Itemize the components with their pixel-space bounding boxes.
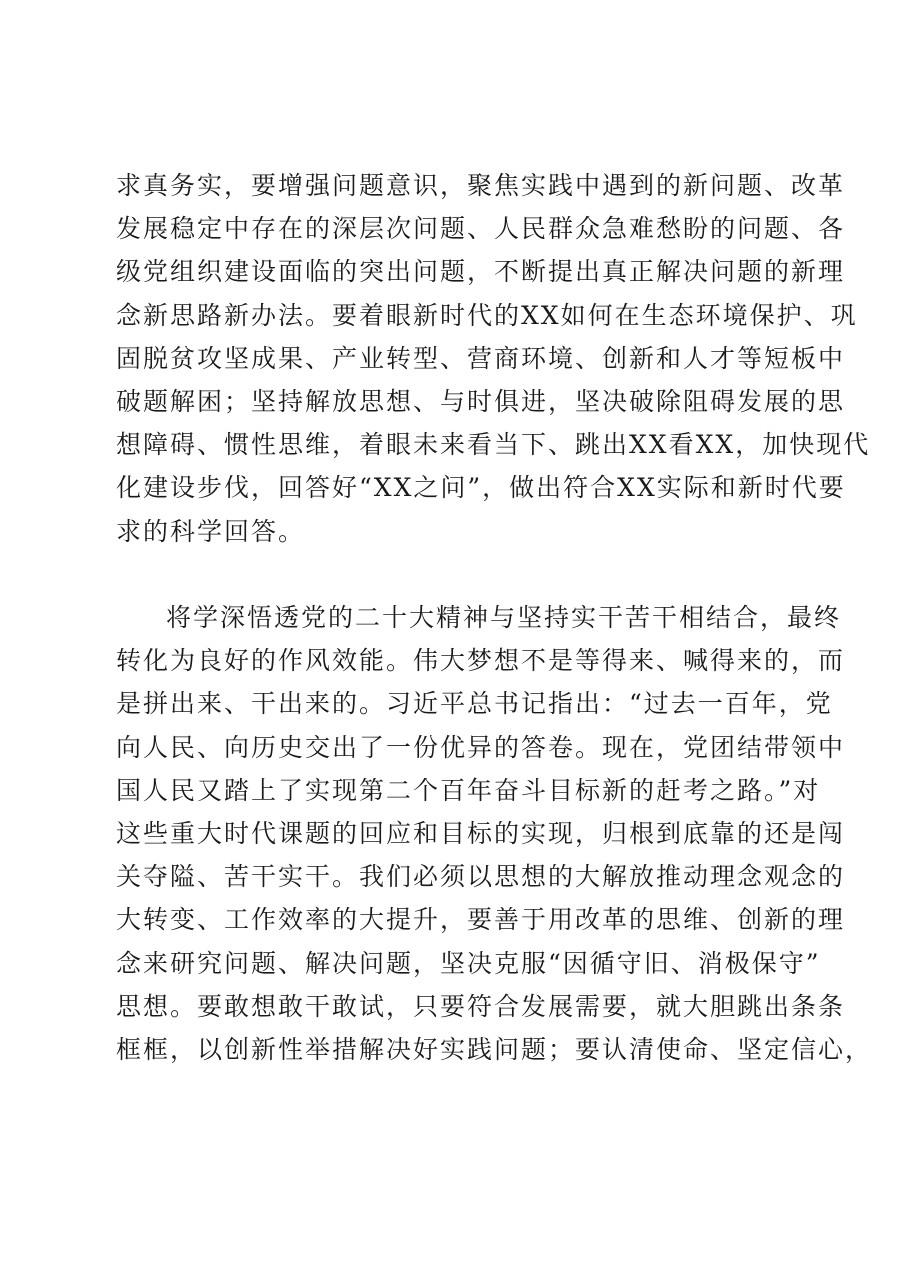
paragraph-line: 向人民、向历史交出了一份优异的答卷。现在，党团结带领中 — [116, 732, 846, 762]
paragraph-line: 化建设步伐，回答好“XX之问”，做出符合XX实际和新时代要 — [116, 473, 846, 503]
paragraph-line: 破题解困；坚持解放思想、与时俱进，坚决破除阻碍发展的思 — [116, 386, 846, 416]
paragraph-line: 级党组织建设面临的突出问题，不断提出真正解决问题的新理 — [116, 257, 846, 287]
paragraph-line: 想障碍、惯性思维，着眼未来看当下、跳出XX看XX，加快现代 — [116, 430, 871, 460]
paragraph-first-line: 将学深悟透党的二十大精神与坚持实干苦干相结合，最终 — [166, 603, 842, 632]
paragraph-line: 发展稳定中存在的深层次问题、人民群众急难愁盼的问题、各 — [116, 214, 846, 244]
paragraph-line: 是拼出来、干出来的。习近平总书记指出：“过去一百年，党 — [116, 689, 833, 719]
paragraph-line: 国人民又踏上了实现第二个百年奋斗目标新的赶考之路。”对 — [116, 775, 821, 805]
paragraph-line: 固脱贫攻坚成果、产业转型、营商环境、创新和人才等短板中 — [116, 343, 846, 373]
paragraph-line: 大转变、工作效率的大提升，要善于用改革的思维、创新的理 — [116, 905, 846, 935]
paragraph-2 — [116, 599, 873, 1074]
paragraph-line: 框框，以创新性举措解决好实践问题；要认清使命、坚定信心， — [116, 1034, 873, 1064]
paragraph-line: 念来研究问题、解决问题，坚决克服“因循守旧、消极保守” — [116, 948, 821, 978]
paragraph-1 — [116, 167, 871, 556]
paragraph-line: 关夺隘、苦干实干。我们必须以思想的大解放推动理念观念的 — [116, 862, 846, 892]
paragraph-line: 这些重大时代课题的回应和目标的实现，归根到底靠的还是闯 — [116, 818, 846, 848]
paragraph-line: 求真务实，要增强问题意识，聚焦实践中遇到的新问题、改革 — [116, 171, 846, 200]
paragraph-line: 求的科学回答。 — [116, 516, 306, 546]
paragraph-line: 转化为良好的作风效能。伟大梦想不是等得来、喊得来的，而 — [116, 646, 846, 676]
paragraph-line: 思想。要敢想敢干敢试，只要符合发展需要，就大胆跳出条条 — [116, 991, 846, 1021]
paragraph-line: 念新思路新办法。要着眼新时代的XX如何在生态环境保护、巩 — [116, 300, 858, 330]
